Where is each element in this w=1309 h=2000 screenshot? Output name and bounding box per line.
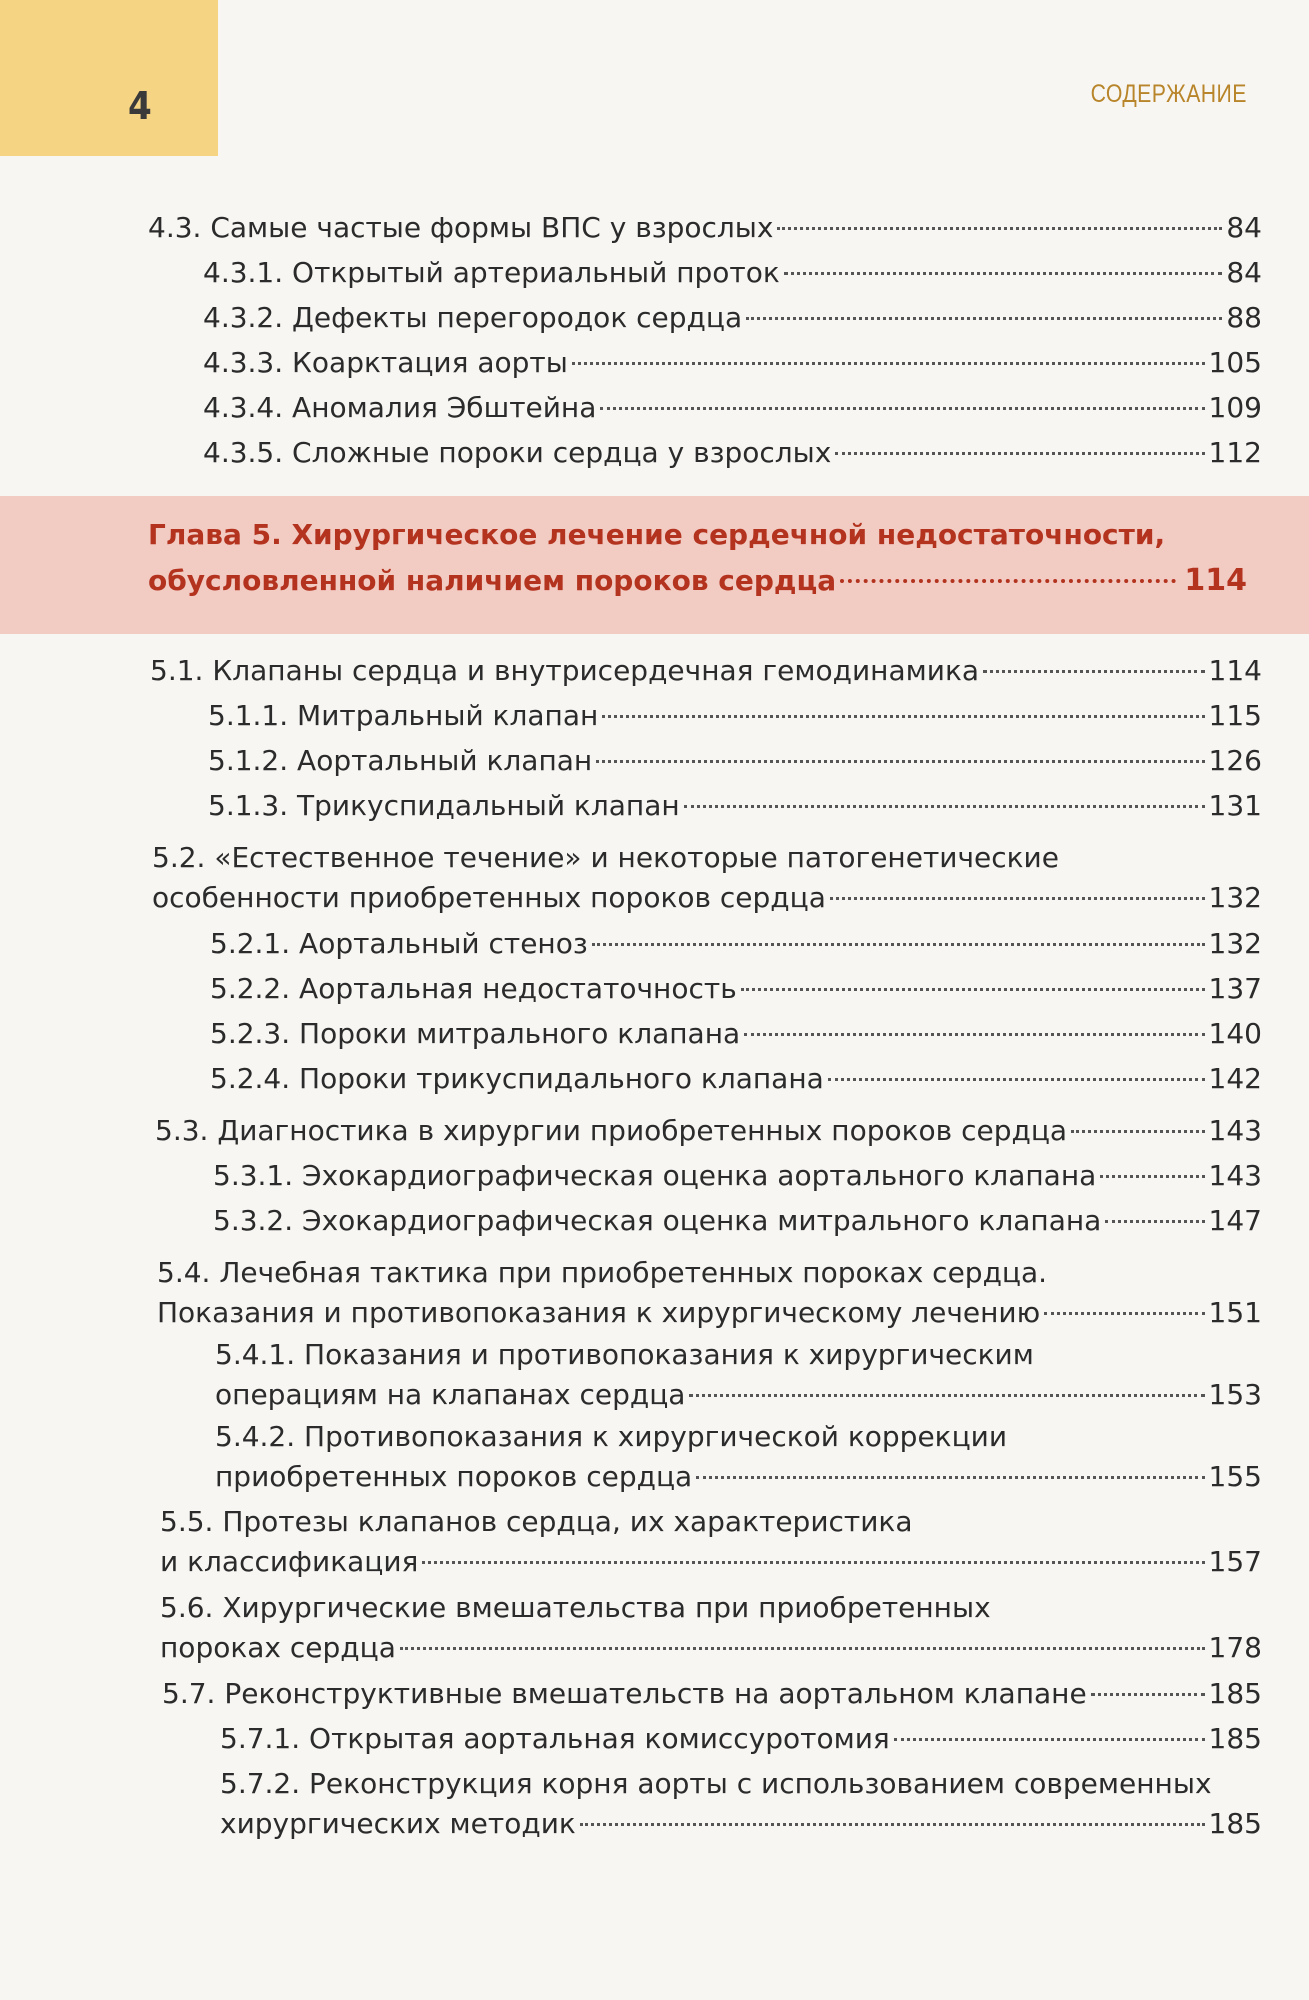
- dot-leader: [684, 805, 1205, 808]
- toc-entry-line: [203, 343, 1262, 383]
- toc-entry[interactable]: [208, 786, 1262, 826]
- toc-entry-title: 5.2.1. Аортальный стеноз: [210, 927, 588, 960]
- toc-page-number: 151: [1208, 1296, 1262, 1329]
- toc-entry-line: [148, 208, 1262, 248]
- dot-leader: [400, 1647, 1205, 1650]
- toc-entry-title: 5.3. Диагностика в хирургии приобретенных пороков сердца: [155, 1114, 1068, 1147]
- toc-entry-line: [210, 1014, 1262, 1054]
- toc-entry-line: [208, 696, 1262, 736]
- toc-entry-title: и классификация: [160, 1545, 419, 1578]
- dot-leader: [1044, 1312, 1204, 1315]
- toc-entry-line: [162, 1674, 1262, 1714]
- dot-leader: [600, 407, 1204, 410]
- toc-entry-title: 5.7. Реконструктивные вмешательств на аортальном клапане: [162, 1677, 1087, 1710]
- toc-entry[interactable]: [210, 1059, 1262, 1099]
- toc-entry-title: 5.2.3. Пороки митрального клапана: [210, 1017, 741, 1050]
- dot-leader: [1071, 1130, 1205, 1133]
- toc-page-number: 143: [1208, 1159, 1262, 1192]
- toc-page-number: 105: [1208, 346, 1262, 379]
- toc-page-number: 126: [1208, 744, 1262, 777]
- toc-entry-title: 5.4. Лечебная тактика при приобретенных пороках сердца.: [157, 1256, 1048, 1289]
- toc-entry-title: 5.3.1. Эхокардиографическая оценка аортального клапана: [213, 1159, 1097, 1192]
- toc-entry[interactable]: [210, 924, 1262, 964]
- toc-page-number: 112: [1208, 436, 1262, 469]
- toc-entry-line: [215, 1375, 1262, 1415]
- toc-page-number: 131: [1208, 789, 1262, 822]
- toc-entry[interactable]: [150, 651, 1262, 691]
- toc-entry-title: 5.4.1. Показания и противопоказания к хирургическим: [215, 1338, 1034, 1371]
- dot-leader: [894, 1738, 1205, 1741]
- toc-entry[interactable]: [203, 433, 1262, 473]
- toc-entry[interactable]: [160, 1588, 1262, 1668]
- toc-page-number: 185: [1208, 1722, 1262, 1755]
- toc-entry-title: 5.1. Клапаны сердца и внутрисердечная гемодинамика: [150, 654, 980, 687]
- toc-entry[interactable]: [203, 343, 1262, 383]
- toc-entry-title: 4.3.1. Открытый артериальный проток: [203, 256, 780, 289]
- toc-entry[interactable]: [152, 838, 1262, 918]
- toc-entry-line: [203, 433, 1262, 473]
- toc-entry-line: [160, 1628, 1262, 1668]
- toc-entry-title: 5.7.1. Открытая аортальная комиссуротомия: [220, 1722, 890, 1755]
- toc-page-number: 147: [1208, 1204, 1262, 1237]
- dot-leader: [744, 1033, 1204, 1036]
- chapter-page-number: 114: [1184, 563, 1247, 598]
- toc-entry-title: 4.3.5. Сложные пороки сердца у взрослых: [203, 436, 832, 469]
- dot-leader: [602, 715, 1204, 718]
- toc-entry[interactable]: [213, 1156, 1262, 1196]
- dot-leader: [830, 897, 1205, 900]
- dot-leader: [840, 579, 1176, 583]
- dot-leader: [741, 988, 1205, 991]
- toc-entry[interactable]: [213, 1201, 1262, 1241]
- toc-entry-line: [210, 924, 1262, 964]
- toc-page-number: 132: [1208, 927, 1262, 960]
- toc-entry-line: [215, 1457, 1262, 1497]
- toc-page-number: 132: [1208, 881, 1262, 914]
- toc-entry[interactable]: [210, 1014, 1262, 1054]
- chapter-heading[interactable]: [148, 512, 1247, 604]
- toc-entry[interactable]: [215, 1417, 1262, 1497]
- dot-leader: [572, 362, 1205, 365]
- toc-entry-title: пороках сердца: [160, 1631, 396, 1664]
- toc-entry-line: [160, 1588, 1262, 1628]
- toc-entry-line: [157, 1253, 1262, 1293]
- toc-entry-line: [215, 1417, 1262, 1457]
- toc-page-number: 185: [1208, 1677, 1262, 1710]
- toc-entry-line: [210, 1059, 1262, 1099]
- toc-entry-line: [208, 741, 1262, 781]
- toc-entry-title: 5.1.1. Митральный клапан: [208, 699, 599, 732]
- dot-leader: [1100, 1175, 1204, 1178]
- toc-page-number: 185: [1208, 1807, 1262, 1840]
- toc-entry-title: операциям на клапанах сердца: [215, 1378, 686, 1411]
- toc-entry-line: [203, 298, 1262, 338]
- toc-entry[interactable]: [210, 969, 1262, 1009]
- toc-page-number: 157: [1208, 1545, 1262, 1578]
- toc-page-number: 140: [1208, 1017, 1262, 1050]
- dot-leader: [1091, 1693, 1205, 1696]
- toc-entry-title: 5.1.3. Трикуспидальный клапан: [208, 789, 680, 822]
- toc-entry-title: 5.1.2. Аортальный клапан: [208, 744, 593, 777]
- toc-page-number: 143: [1208, 1114, 1262, 1147]
- toc-page-number: 109: [1208, 391, 1262, 424]
- toc-entry-line: [215, 1335, 1262, 1375]
- running-head: СОДЕРЖАНИЕ: [1090, 80, 1247, 108]
- toc-entry-line: [152, 878, 1262, 918]
- toc-entry[interactable]: [157, 1253, 1262, 1333]
- toc-entry[interactable]: [160, 1502, 1262, 1582]
- page-number-tab: [0, 0, 218, 156]
- toc-entry-title: 5.4.2. Противопоказания к хирургической коррекции: [215, 1420, 1008, 1453]
- page-number: 4: [128, 84, 152, 128]
- toc-entry-line: [208, 786, 1262, 826]
- toc-entry-line: [160, 1502, 1262, 1542]
- toc-entry-title: 5.6. Хирургические вмешательства при приобретенных: [160, 1591, 991, 1624]
- toc-entry-title: 5.7.2. Реконструкция корня аорты с использованием современных: [220, 1767, 1212, 1800]
- toc-entry-line: [213, 1201, 1262, 1241]
- toc-page-number: 84: [1226, 256, 1262, 289]
- toc-entry-line: [203, 253, 1262, 293]
- toc-entry-line: [220, 1719, 1262, 1759]
- toc-entry-line: [213, 1156, 1262, 1196]
- toc-page-number: 115: [1208, 699, 1262, 732]
- toc-entry[interactable]: [203, 388, 1262, 428]
- toc-page-number: 84: [1226, 211, 1262, 244]
- toc-entry-line: [220, 1804, 1262, 1844]
- chapter-title-line-2: обусловленной наличием пороков сердца: [148, 564, 837, 597]
- chapter-title-line-1: Глава 5. Хирургическое лечение сердечной недостаточности,: [148, 518, 1166, 551]
- toc-entry-title: 5.2.4. Пороки трикуспидального клапана: [210, 1062, 824, 1095]
- toc-page-number: 137: [1208, 972, 1262, 1005]
- toc-entry[interactable]: [203, 253, 1262, 293]
- dot-leader: [777, 227, 1222, 230]
- toc-page-number: 153: [1208, 1378, 1262, 1411]
- toc-page-number: 178: [1208, 1631, 1262, 1664]
- dot-leader: [696, 1476, 1204, 1479]
- toc-entry[interactable]: [220, 1764, 1262, 1844]
- toc-entry[interactable]: [203, 298, 1262, 338]
- toc-entry[interactable]: [148, 208, 1262, 248]
- toc-entry-line: [203, 388, 1262, 428]
- dot-leader: [689, 1394, 1204, 1397]
- chapter-title-line: [148, 558, 1247, 604]
- toc-entry-line: [155, 1111, 1262, 1151]
- toc-entry[interactable]: [208, 741, 1262, 781]
- toc-entry-line: [157, 1293, 1262, 1333]
- toc-entry-line: [210, 969, 1262, 1009]
- chapter-title-line: [148, 512, 1247, 558]
- toc-entry-line: [220, 1764, 1262, 1804]
- toc-entry-line: [152, 838, 1262, 878]
- toc-page-number: 142: [1208, 1062, 1262, 1095]
- toc-entry-title: хирургических методик: [220, 1807, 576, 1840]
- toc-entry-title: Показания и противопоказания к хирургическому лечению: [157, 1296, 1041, 1329]
- dot-leader: [422, 1561, 1204, 1564]
- toc-entry-title: 4.3.4. Аномалия Эбштейна: [203, 391, 597, 424]
- toc-entry[interactable]: [208, 696, 1262, 736]
- toc-entry[interactable]: [155, 1111, 1262, 1151]
- toc-entry-line: [160, 1542, 1262, 1582]
- toc-page-number: 88: [1226, 301, 1262, 334]
- toc-entry[interactable]: [220, 1719, 1262, 1759]
- toc-page-number: 114: [1208, 654, 1262, 687]
- toc-entry-title: 5.2. «Естественное течение» и некоторые патогенетические: [152, 841, 1059, 874]
- dot-leader: [592, 943, 1205, 946]
- dot-leader: [784, 272, 1223, 275]
- dot-leader: [983, 670, 1205, 673]
- toc-page-number: 155: [1208, 1460, 1262, 1493]
- toc-entry-line: [150, 651, 1262, 691]
- toc-entry[interactable]: [162, 1674, 1262, 1714]
- toc-entry-title: 5.5. Протезы клапанов сердца, их характеристика: [160, 1505, 913, 1538]
- dot-leader: [746, 317, 1222, 320]
- toc-entry-title: приобретенных пороков сердца: [215, 1460, 693, 1493]
- toc-entry-title: 5.2.2. Аортальная недостаточность: [210, 972, 737, 1005]
- toc-entry-title: 4.3.3. Коарктация аорты: [203, 346, 568, 379]
- dot-leader: [835, 452, 1204, 455]
- toc-entry-title: 4.3. Самые частые формы ВПС у взрослых: [148, 211, 774, 244]
- dot-leader: [580, 1823, 1205, 1826]
- toc-entry[interactable]: [215, 1335, 1262, 1415]
- toc-entry-title: 4.3.2. Дефекты перегородок сердца: [203, 301, 743, 334]
- dot-leader: [1105, 1220, 1204, 1223]
- toc-entry-title: особенности приобретенных пороков сердца: [152, 881, 826, 914]
- dot-leader: [596, 760, 1204, 763]
- dot-leader: [828, 1078, 1205, 1081]
- toc-entry-title: 5.3.2. Эхокардиографическая оценка митрального клапана: [213, 1204, 1102, 1237]
